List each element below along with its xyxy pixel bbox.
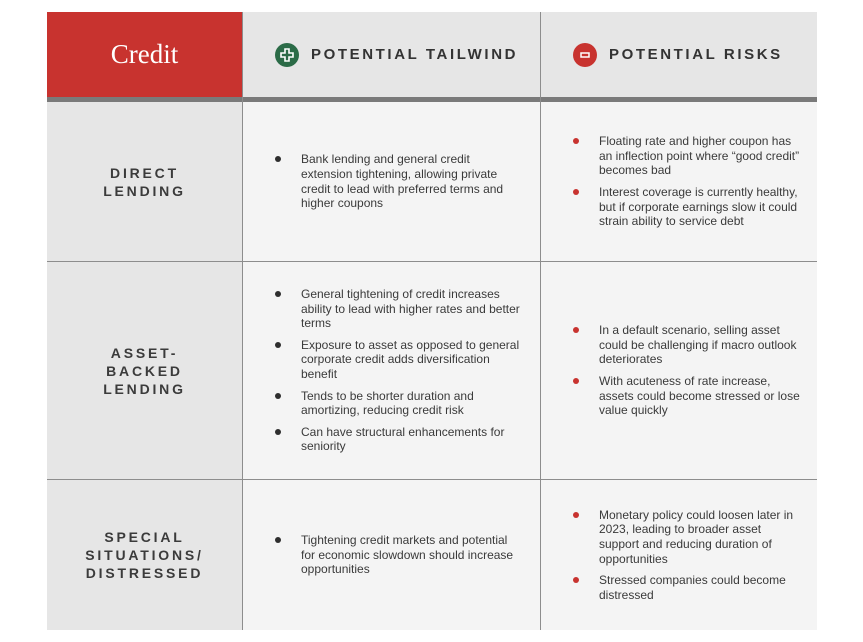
tailwind-bullet: Can have structural enhancements for seniority [273, 425, 522, 454]
row-label-line: LENDING [103, 380, 186, 397]
row-label-line: ASSET- [110, 344, 179, 361]
row-label-line: DIRECT [110, 164, 179, 181]
row-label-asset-backed-lending [47, 262, 242, 479]
risks-cell-direct-lending [541, 102, 817, 261]
risks-header-title: POTENTIAL RISKS [609, 46, 783, 63]
column-divider [540, 12, 541, 630]
row-label-line: DISTRESSED [85, 565, 204, 581]
tailwind-bullet: Bank lending and general credit extension tightening, allowing private credit to lead with preferred terms and higher coupons [273, 152, 522, 210]
header-tailwind-cell [243, 12, 540, 97]
row-label-direct-lending [47, 102, 242, 261]
risk-bullet: Floating rate and higher coupon has an inflection point where “good credit” becomes bad [571, 134, 803, 178]
minus-circle-icon [573, 43, 597, 67]
tailwind-cell-asset-backed-lending [243, 262, 540, 479]
row-label-line: SPECIAL [104, 529, 185, 545]
risks-cell-asset-backed-lending [541, 262, 817, 479]
row-divider [47, 479, 817, 480]
tailwind-bullet: Tends to be shorter duration and amortizing, reducing credit risk [273, 389, 522, 418]
tailwind-cell-special-situations [243, 480, 540, 630]
tailwind-cell-direct-lending [243, 102, 540, 261]
header-credit-cell [47, 12, 242, 97]
plus-circle-icon [275, 43, 299, 67]
row-label-line: BACKED [106, 362, 183, 379]
tailwind-bullet: Tightening credit markets and potential for economic slowdown should increase opportunities [273, 533, 522, 577]
row-label-line: SITUATIONS/ [85, 547, 204, 563]
credit-table [47, 12, 817, 630]
risk-bullet: With acuteness of rate increase, assets could become stressed or lose value quickly [571, 374, 803, 418]
tailwind-bullet: Exposure to asset as opposed to general corporate credit adds diversification benefit [273, 338, 522, 382]
column-divider [242, 12, 243, 630]
risk-bullet: Monetary policy could loosen later in 2023, leading to broader asset support and reducing duration of opportunities [571, 508, 803, 566]
row-label-line: LENDING [103, 182, 186, 199]
credit-title: Credit [110, 39, 179, 69]
tailwind-bullet: General tightening of credit increases ability to lead with higher rates and better terms [273, 287, 522, 331]
risk-bullet: Stressed companies could become distressed [571, 573, 803, 602]
header-risks-cell [541, 12, 817, 97]
risk-bullet: In a default scenario, selling asset could be challenging if macro outlook deteriorates [571, 323, 803, 367]
row-label-special-situations [47, 480, 242, 630]
tailwind-header-title: POTENTIAL TAILWIND [311, 46, 519, 63]
risks-cell-special-situations [541, 480, 817, 630]
risk-bullet: Interest coverage is currently healthy, but if corporate earnings slow it could strain ability to service debt [571, 185, 803, 229]
row-divider [47, 261, 817, 262]
